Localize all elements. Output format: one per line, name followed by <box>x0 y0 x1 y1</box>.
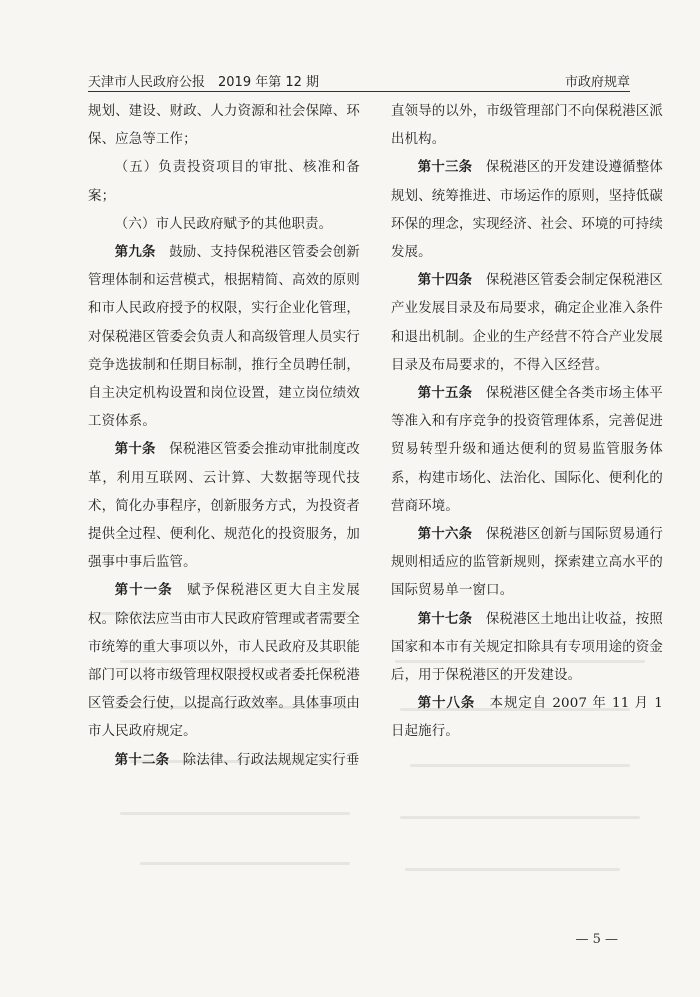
article-number: 第九条 <box>114 245 156 261</box>
paragraph <box>88 747 360 775</box>
header-rule <box>88 91 630 92</box>
paragraph-text: 保税港区管委会制定保税港区产业发展目录及布局要求，确定企业准入条件和退出机制。企业的生产经营不符合产业发展目录及布局要求的，不得入区经营。 <box>391 273 663 373</box>
paragraph <box>88 211 360 239</box>
paragraph-text: 保税港区健全各类市场主体平等准入和有序竞争的投资管理体系，完善促进贸易转型升级和通达便利的贸易监管服务体系，构建市场化、法治化、国际化、便利化的营商环境。 <box>391 386 663 514</box>
section-title: 市政府规章 <box>564 75 630 90</box>
paragraph-text: 赋予保税港区更大自主发展权。除依法应当由市人民政府管理或者需要全市统筹的重大事项以外，市人民政府及其职能部门可以将市级管理权限授权或者委托保税港区管委会行使，以提高行政效率。具体事项由市人民政府规定。 <box>88 583 360 740</box>
paragraph <box>391 154 663 267</box>
left-column <box>88 98 360 775</box>
paragraph <box>391 606 663 691</box>
running-header <box>88 66 630 90</box>
article-number: 第十三条 <box>417 160 473 176</box>
paragraph-text: 直领导的以外，市级管理部门不向保税港区派出机构。 <box>391 104 663 148</box>
paragraph <box>88 577 360 746</box>
paragraph <box>391 267 663 380</box>
paragraph <box>391 98 663 154</box>
paragraph-text: 鼓励、支持保税港区管委会创新管理体制和运营模式，根据精简、高效的原则和市人民政府授予的权限，实行企业化管理，对保税港区管委会负责人和高级管理人员实行竞争选拔制和任期目标制，推行全员聘任制，自主决定机构设置和岗位设置，建立岗位绩效工资体系。 <box>88 245 360 430</box>
paragraph-text: （六）市人民政府赋予的其他职责。 <box>114 216 333 232</box>
paragraph <box>88 98 360 154</box>
paragraph <box>391 380 663 521</box>
page-number: — 5 — <box>575 932 618 947</box>
article-number: 第十五条 <box>417 386 473 402</box>
paragraph <box>88 436 360 577</box>
right-column <box>391 98 663 747</box>
article-number: 第十八条 <box>417 696 476 712</box>
paragraph-text: （五）负责投资项目的审批、核准和备案； <box>88 160 360 204</box>
paragraph-text: 除法律、行政法规规定实行垂 <box>169 752 360 768</box>
paragraph-text: 保税港区管委会推动审批制度改革，利用互联网、云计算、大数据等现代技术，简化办事程序，创新服务方式，为投资者提供全过程、便利化、规范化的投资服务，加强事中事后监管。 <box>88 442 360 571</box>
paragraph-text: 保税港区创新与国际贸易通行规则相适应的监管新规则，探索建立高水平的国际贸易单一窗口。 <box>391 527 663 599</box>
paragraph-text: 规划、建设、财政、人力资源和社会保障、环保、应急等工作； <box>88 104 360 148</box>
paragraph-text: 保税港区土地出让收益，按照国家和本市有关规定扣除具有专项用途的资金后，用于保税港区的开发建设。 <box>391 611 663 684</box>
paragraph-text: 本规定自 2007 年 11 月 1 日起施行。 <box>391 696 663 740</box>
publication-title: 天津市人民政府公报 2019 年第 12 期 <box>88 75 320 90</box>
article-number: 第十一条 <box>114 583 173 599</box>
paragraph <box>391 690 663 746</box>
article-number: 第十六条 <box>417 527 473 543</box>
article-number: 第十条 <box>114 442 156 458</box>
paragraph <box>391 521 663 606</box>
paragraph-text: 保税港区的开发建设遵循整体规划、统筹推进、市场运作的原则，坚持低碳环保的理念，实现经济、社会、环境的可持续发展。 <box>391 160 663 261</box>
paragraph <box>88 239 360 436</box>
paragraph <box>88 154 360 210</box>
article-number: 第十二条 <box>114 752 170 768</box>
article-number: 第十四条 <box>417 273 473 289</box>
article-number: 第十七条 <box>417 611 473 627</box>
